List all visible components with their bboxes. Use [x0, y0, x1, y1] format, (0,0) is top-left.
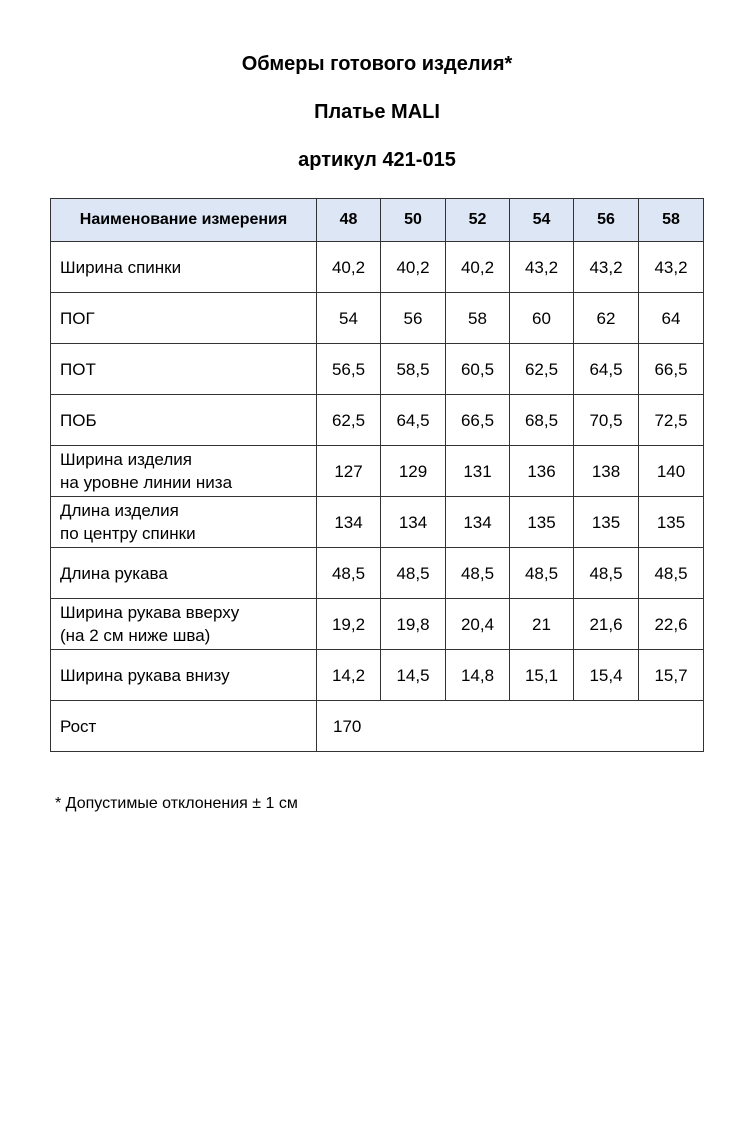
- height-value: 170: [317, 701, 704, 752]
- value-cell: 70,5: [574, 395, 639, 446]
- value-cell: 19,8: [381, 599, 446, 650]
- value-cell: 43,2: [510, 242, 574, 293]
- row-label: [51, 548, 317, 599]
- product-name: Платье MALI: [314, 101, 440, 123]
- value-cell: 43,2: [574, 242, 639, 293]
- value-cell: 64,5: [574, 344, 639, 395]
- row-label: [51, 395, 317, 446]
- header-measurement-name: Наименование измерения: [51, 199, 317, 242]
- row-label-line: по центру спинки: [60, 524, 196, 543]
- header-size: 58: [639, 199, 704, 242]
- row-label-line: Ширина рукава вверху: [60, 603, 240, 622]
- row-label: [51, 599, 317, 650]
- value-cell: 60,5: [446, 344, 510, 395]
- table-row: [51, 293, 704, 344]
- table-row: [51, 344, 704, 395]
- table-row: [51, 650, 704, 701]
- value-cell: 66,5: [446, 395, 510, 446]
- measurements-table: [50, 198, 704, 752]
- value-cell: 134: [446, 497, 510, 548]
- value-cell: 56,5: [317, 344, 381, 395]
- row-label: Рост: [51, 701, 317, 752]
- value-cell: 22,6: [639, 599, 704, 650]
- table-row: [51, 446, 704, 497]
- row-label: [51, 242, 317, 293]
- value-cell: 48,5: [317, 548, 381, 599]
- value-cell: 138: [574, 446, 639, 497]
- header-size: 52: [446, 199, 510, 242]
- value-cell: 68,5: [510, 395, 574, 446]
- value-cell: 64: [639, 293, 704, 344]
- value-cell: 62,5: [317, 395, 381, 446]
- value-cell: 40,2: [317, 242, 381, 293]
- row-label: [51, 293, 317, 344]
- value-cell: 62,5: [510, 344, 574, 395]
- value-cell: 136: [510, 446, 574, 497]
- header-size: 54: [510, 199, 574, 242]
- row-label: [51, 344, 317, 395]
- value-cell: 20,4: [446, 599, 510, 650]
- value-cell: 14,8: [446, 650, 510, 701]
- row-label-line: на уровне линии низа: [60, 473, 233, 492]
- row-label: [51, 497, 317, 548]
- row-label-line: ПОТ: [60, 359, 96, 379]
- document-title: Обмеры готового изделия*: [241, 53, 513, 75]
- value-cell: 127: [317, 446, 381, 497]
- row-label: [51, 650, 317, 701]
- value-cell: 58: [446, 293, 510, 344]
- value-cell: 56: [381, 293, 446, 344]
- value-cell: 64,5: [381, 395, 446, 446]
- value-cell: 60: [510, 293, 574, 344]
- value-cell: 66,5: [639, 344, 704, 395]
- article-number: артикул 421-015: [298, 149, 456, 171]
- value-cell: 14,5: [381, 650, 446, 701]
- value-cell: 15,1: [510, 650, 574, 701]
- value-cell: 140: [639, 446, 704, 497]
- value-cell: 129: [381, 446, 446, 497]
- header-size: 48: [317, 199, 381, 242]
- value-cell: 72,5: [639, 395, 704, 446]
- row-label-line: ПОБ: [60, 410, 97, 430]
- table-header-row: [51, 199, 704, 242]
- value-cell: 15,7: [639, 650, 704, 701]
- row-label: [51, 446, 317, 497]
- value-cell: 40,2: [381, 242, 446, 293]
- value-cell: 54: [317, 293, 381, 344]
- value-cell: 40,2: [446, 242, 510, 293]
- value-cell: 58,5: [381, 344, 446, 395]
- table-row: [51, 242, 704, 293]
- header-size: 50: [381, 199, 446, 242]
- value-cell: 131: [446, 446, 510, 497]
- value-cell: 48,5: [639, 548, 704, 599]
- row-label-line: (на 2 см ниже шва): [60, 626, 211, 645]
- row-label-line: Длина рукава: [60, 563, 168, 583]
- value-cell: 14,2: [317, 650, 381, 701]
- value-cell: 135: [639, 497, 704, 548]
- value-cell: 134: [317, 497, 381, 548]
- table-row-rost: [51, 701, 704, 752]
- value-cell: 15,4: [574, 650, 639, 701]
- value-cell: 135: [574, 497, 639, 548]
- table-row: [51, 548, 704, 599]
- value-cell: 134: [381, 497, 446, 548]
- value-cell: 135: [510, 497, 574, 548]
- value-cell: 19,2: [317, 599, 381, 650]
- row-label-line: Ширина изделия: [60, 450, 192, 469]
- value-cell: 48,5: [446, 548, 510, 599]
- tolerance-note: * Допустимые отклонения ± 1 см: [55, 795, 298, 812]
- row-label-line: Ширина рукава внизу: [60, 665, 230, 685]
- table-row: [51, 395, 704, 446]
- header-size: 56: [574, 199, 639, 242]
- row-label-line: ПОГ: [60, 308, 95, 328]
- table-row: [51, 497, 704, 548]
- value-cell: 21,6: [574, 599, 639, 650]
- value-cell: 48,5: [574, 548, 639, 599]
- value-cell: 43,2: [639, 242, 704, 293]
- table-row: [51, 599, 704, 650]
- row-label-line: Ширина спинки: [60, 257, 182, 277]
- row-label-line: Длина изделия: [60, 501, 179, 520]
- value-cell: 21: [510, 599, 574, 650]
- value-cell: 48,5: [381, 548, 446, 599]
- value-cell: 48,5: [510, 548, 574, 599]
- value-cell: 62: [574, 293, 639, 344]
